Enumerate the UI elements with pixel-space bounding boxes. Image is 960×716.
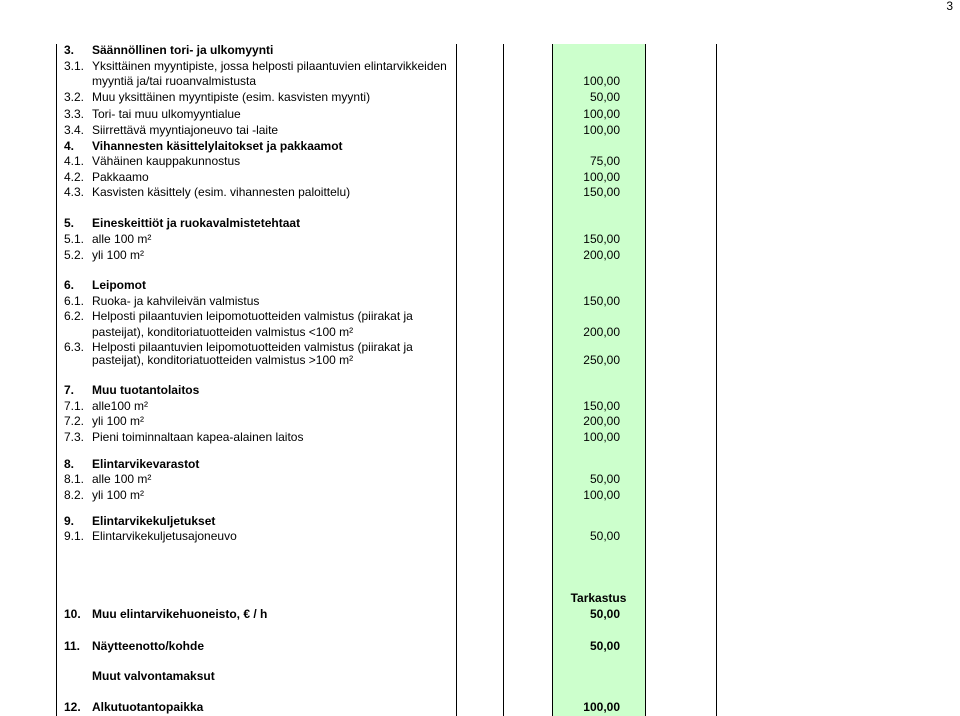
row-description: yli 100 m² [92,248,145,262]
row-description: Pakkaamo [92,170,149,184]
row-price: 100,00 [583,123,620,137]
table-row [0,231,960,247]
table-row [0,215,960,231]
row-description: Muu elintarvikehuoneisto, € / h [92,607,268,621]
row-price: 150,00 [583,294,620,308]
table-row [0,277,960,293]
row-description: Helposti pilaantuvien leipomotuotteiden valmistus (piirakat ja [92,340,413,354]
row-number: 3.3. [64,107,85,121]
row-price: 100,00 [583,488,620,502]
row-number: 8. [64,457,75,471]
row-number: 8.1. [64,472,85,486]
table-row [0,668,960,684]
row-description: Eineskeittiöt ja ruokavalmistetehtaat [92,216,301,230]
row-number: 8.2. [64,488,85,502]
row-number: 9. [64,514,75,528]
row-number: 3.2. [64,90,85,104]
table-row [0,382,960,398]
row-price: 100,00 [583,170,620,184]
tarkastus-header: Tarkastus [570,591,627,605]
row-price: 100,00 [583,74,620,88]
row-number: 6.3. [64,340,85,354]
table-row [0,352,960,368]
table-row [0,293,960,309]
table-row [0,153,960,169]
table-row [0,308,960,324]
table-row [0,398,960,414]
row-description: Elintarvikevarastot [92,457,200,471]
table-row [0,413,960,429]
row-price: 150,00 [583,232,620,246]
row-number: 7.3. [64,430,85,444]
row-price: 50,00 [589,607,620,621]
row-description: Helposti pilaantuvien leipomotuotteiden valmistus (piirakat ja [92,309,413,323]
row-description: yli 100 m² [92,414,145,428]
row-price: 50,00 [589,90,620,104]
row-description: Säännöllinen tori- ja ulkomyynti [92,43,274,57]
table-row [0,106,960,122]
row-number: 10. [64,607,81,621]
row-number: 6.1. [64,294,85,308]
table-row [0,324,960,340]
row-price: 200,00 [583,414,620,428]
row-description: Alkutuotantopaikka [92,700,204,714]
table-row [0,247,960,263]
row-description: Ruoka- ja kahvileivän valmistus [92,294,260,308]
table-row [0,487,960,503]
row-number: 11. [64,639,81,653]
row-price: 150,00 [583,399,620,413]
row-description: pasteijat), konditoriatuotteiden valmistus >100 m² [92,353,354,367]
row-description: Tori- tai muu ulkomyyntialue [92,107,241,121]
row-number: 3.4. [64,123,85,137]
row-number: 3. [64,43,75,57]
table-row [0,169,960,185]
row-price: 100,00 [583,107,620,121]
table-row [0,513,960,529]
row-price: 50,00 [589,472,620,486]
row-number: 9.1. [64,529,85,543]
page-number: 3 [946,0,953,13]
table-row [0,138,960,154]
table-row [0,699,960,715]
row-description: pasteijat), konditoriatuotteiden valmistus <100 m² [92,325,354,339]
row-number: 4.3. [64,185,85,199]
table-row [0,58,960,74]
row-number: 5. [64,216,75,230]
row-price: 200,00 [583,325,620,339]
table-row [0,456,960,472]
row-number: 4.2. [64,170,85,184]
row-number: 6. [64,278,75,292]
row-price: 100,00 [583,700,620,714]
row-number: 12. [64,700,81,714]
row-description: Vähäinen kauppakunnostus [92,154,241,168]
row-number: 5.2. [64,248,85,262]
table-row [0,73,960,89]
table-row [0,528,960,544]
row-price: 200,00 [583,248,620,262]
table-row [0,606,960,622]
row-number: 6.2. [64,309,85,323]
row-description: myyntiä ja/tai ruoanvalmistusta [92,74,257,88]
row-description: Yksittäinen myyntipiste, jossa helposti pilaantuvien elintarvikkeiden [92,59,447,73]
row-description: Kasvisten käsittely (esim. vihannesten paloittelu) [92,185,351,199]
row-number: 7.1. [64,399,85,413]
row-description: Elintarvikekuljetukset [92,514,216,528]
row-description: alle100 m² [92,399,149,413]
table-row [0,429,960,445]
row-number: 7.2. [64,414,85,428]
row-price: 50,00 [589,529,620,543]
row-description: alle 100 m² [92,232,152,246]
row-price: 100,00 [583,430,620,444]
row-description: Elintarvikekuljetusajoneuvo [92,529,237,543]
table-row [0,42,960,58]
row-description: Leipomot [92,278,146,292]
table-row [0,471,960,487]
row-description: Muu yksittäinen myyntipiste (esim. kasvisten myynti) [92,90,371,104]
table-row [0,638,960,654]
row-price: 150,00 [583,185,620,199]
row-description: Pieni toiminnaltaan kapea-alainen laitos [92,430,304,444]
row-description: Vihannesten käsittelylaitokset ja pakkaamot [92,139,343,153]
table-row [0,184,960,200]
row-price: 75,00 [589,154,620,168]
row-description: Muut valvontamaksut [92,669,215,683]
table-row [0,89,960,105]
row-number: 5.1. [64,232,85,246]
row-description: Muu tuotantolaitos [92,383,200,397]
row-description: alle 100 m² [92,472,152,486]
row-number: 4. [64,139,75,153]
row-price: 50,00 [589,639,620,653]
row-description: yli 100 m² [92,488,145,502]
row-price: 250,00 [583,353,620,367]
row-description: Siirrettävä myyntiajoneuvo tai -laite [92,123,279,137]
row-number: 7. [64,383,75,397]
row-number: 3.1. [64,59,85,73]
row-description: Näytteenotto/kohde [92,639,205,653]
row-number: 4.1. [64,154,85,168]
table-row [0,122,960,138]
